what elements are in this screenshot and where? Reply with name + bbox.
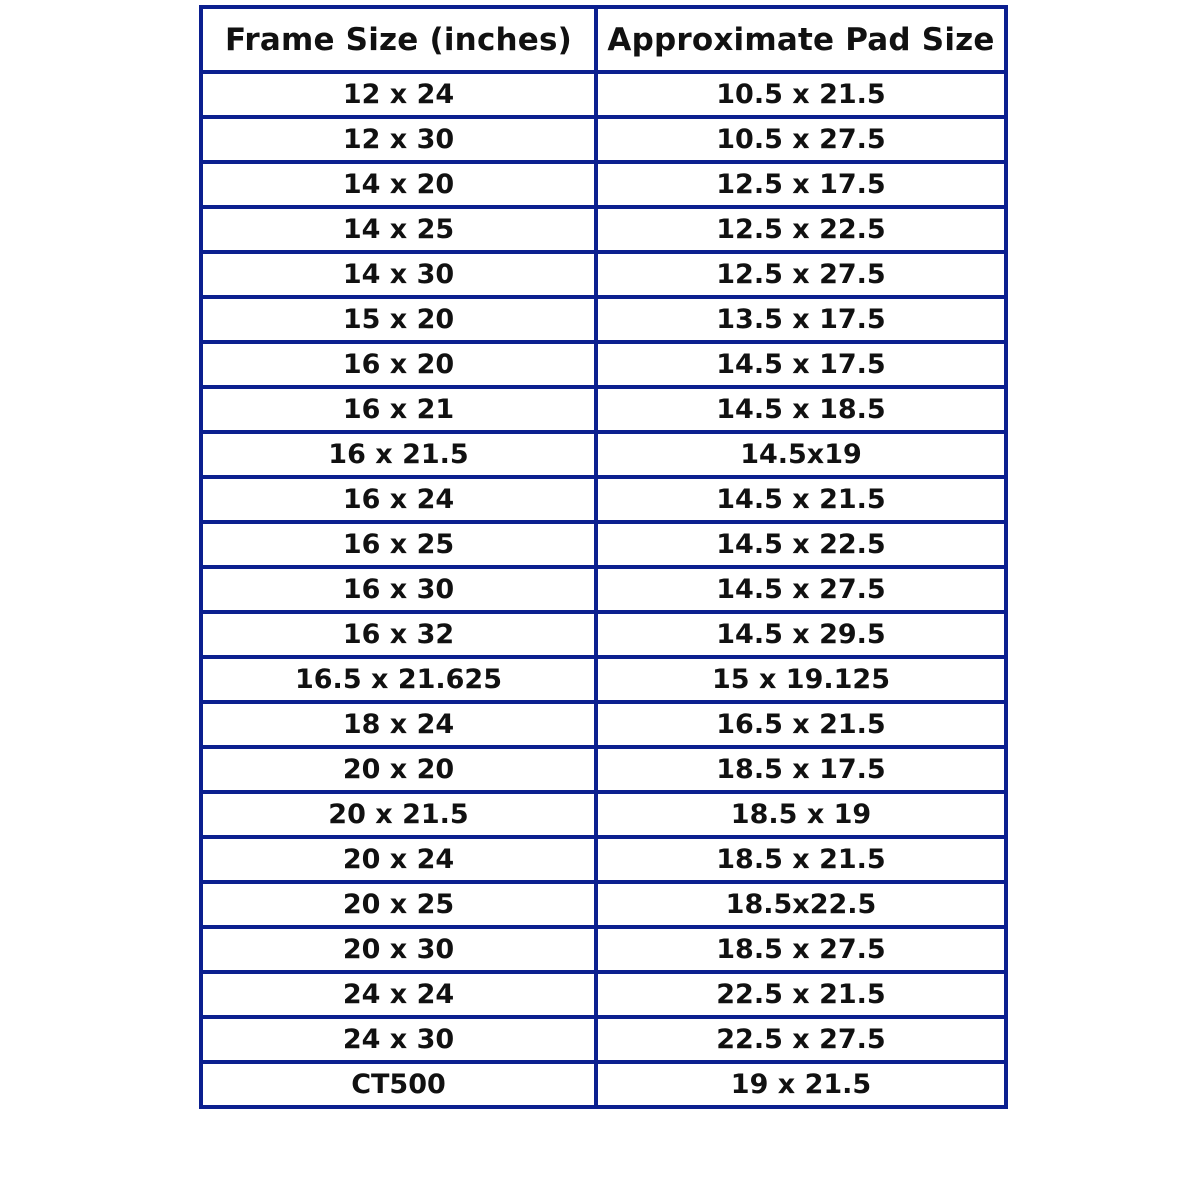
frame-size-cell: 16 x 24 xyxy=(201,477,596,522)
frame-size-cell: 12 x 24 xyxy=(201,72,596,117)
pad-size-cell: 16.5 x 21.5 xyxy=(596,702,1006,747)
table-row xyxy=(201,1017,1006,1062)
frame-size-cell: 20 x 30 xyxy=(201,927,596,972)
frame-size-cell: 16 x 21 xyxy=(201,387,596,432)
pad-size-cell: 18.5 x 19 xyxy=(596,792,1006,837)
table-row xyxy=(201,252,1006,297)
table-row xyxy=(201,432,1006,477)
table-row xyxy=(201,1062,1006,1107)
table-row xyxy=(201,387,1006,432)
pad-size-cell: 12.5 x 27.5 xyxy=(596,252,1006,297)
table-row xyxy=(201,612,1006,657)
frame-size-cell: 14 x 25 xyxy=(201,207,596,252)
pad-size-cell: 14.5 x 17.5 xyxy=(596,342,1006,387)
frame-size-cell: 15 x 20 xyxy=(201,297,596,342)
pad-size-cell: 10.5 x 21.5 xyxy=(596,72,1006,117)
table-row xyxy=(201,72,1006,117)
frame-size-cell: 24 x 30 xyxy=(201,1017,596,1062)
frame-size-cell: 20 x 24 xyxy=(201,837,596,882)
table-row xyxy=(201,117,1006,162)
table-row xyxy=(201,927,1006,972)
table-row xyxy=(201,567,1006,612)
pad-size-cell: 14.5x19 xyxy=(596,432,1006,477)
header-frame-size: Frame Size (inches) xyxy=(201,7,596,72)
table-row xyxy=(201,837,1006,882)
header-row xyxy=(201,7,1006,72)
table-row xyxy=(201,342,1006,387)
table-header xyxy=(201,7,1006,72)
frame-size-cell: 16 x 21.5 xyxy=(201,432,596,477)
pad-size-cell: 14.5 x 21.5 xyxy=(596,477,1006,522)
table-row xyxy=(201,162,1006,207)
pad-size-cell: 18.5 x 17.5 xyxy=(596,747,1006,792)
pad-size-cell: 18.5 x 21.5 xyxy=(596,837,1006,882)
frame-size-cell: 16.5 x 21.625 xyxy=(201,657,596,702)
frame-size-cell: 20 x 21.5 xyxy=(201,792,596,837)
table-row xyxy=(201,792,1006,837)
table-row xyxy=(201,207,1006,252)
table-row xyxy=(201,702,1006,747)
pad-size-cell: 14.5 x 27.5 xyxy=(596,567,1006,612)
pad-size-table xyxy=(199,5,1008,1109)
table-row xyxy=(201,882,1006,927)
pad-size-cell: 14.5 x 22.5 xyxy=(596,522,1006,567)
table-row xyxy=(201,297,1006,342)
table-body xyxy=(201,72,1006,1107)
frame-size-cell: 16 x 30 xyxy=(201,567,596,612)
table-row xyxy=(201,657,1006,702)
frame-size-cell: 16 x 25 xyxy=(201,522,596,567)
frame-size-cell: 16 x 32 xyxy=(201,612,596,657)
frame-size-cell: 16 x 20 xyxy=(201,342,596,387)
pad-size-cell: 22.5 x 21.5 xyxy=(596,972,1006,1017)
pad-size-cell: 18.5x22.5 xyxy=(596,882,1006,927)
frame-size-cell: 14 x 30 xyxy=(201,252,596,297)
table-row xyxy=(201,972,1006,1017)
table-row xyxy=(201,522,1006,567)
frame-size-cell: 18 x 24 xyxy=(201,702,596,747)
pad-size-cell: 12.5 x 17.5 xyxy=(596,162,1006,207)
frame-size-cell: CT500 xyxy=(201,1062,596,1107)
pad-size-cell: 18.5 x 27.5 xyxy=(596,927,1006,972)
pad-size-cell: 15 x 19.125 xyxy=(596,657,1006,702)
frame-size-cell: 20 x 25 xyxy=(201,882,596,927)
pad-size-cell: 14.5 x 29.5 xyxy=(596,612,1006,657)
frame-size-cell: 14 x 20 xyxy=(201,162,596,207)
pad-size-cell: 10.5 x 27.5 xyxy=(596,117,1006,162)
pad-size-cell: 14.5 x 18.5 xyxy=(596,387,1006,432)
pad-size-cell: 13.5 x 17.5 xyxy=(596,297,1006,342)
frame-size-cell: 12 x 30 xyxy=(201,117,596,162)
pad-size-cell: 22.5 x 27.5 xyxy=(596,1017,1006,1062)
pad-size-cell: 19 x 21.5 xyxy=(596,1062,1006,1107)
table-row xyxy=(201,747,1006,792)
table-row xyxy=(201,477,1006,522)
frame-size-cell: 20 x 20 xyxy=(201,747,596,792)
header-pad-size: Approximate Pad Size xyxy=(596,7,1006,72)
frame-size-cell: 24 x 24 xyxy=(201,972,596,1017)
pad-size-cell: 12.5 x 22.5 xyxy=(596,207,1006,252)
